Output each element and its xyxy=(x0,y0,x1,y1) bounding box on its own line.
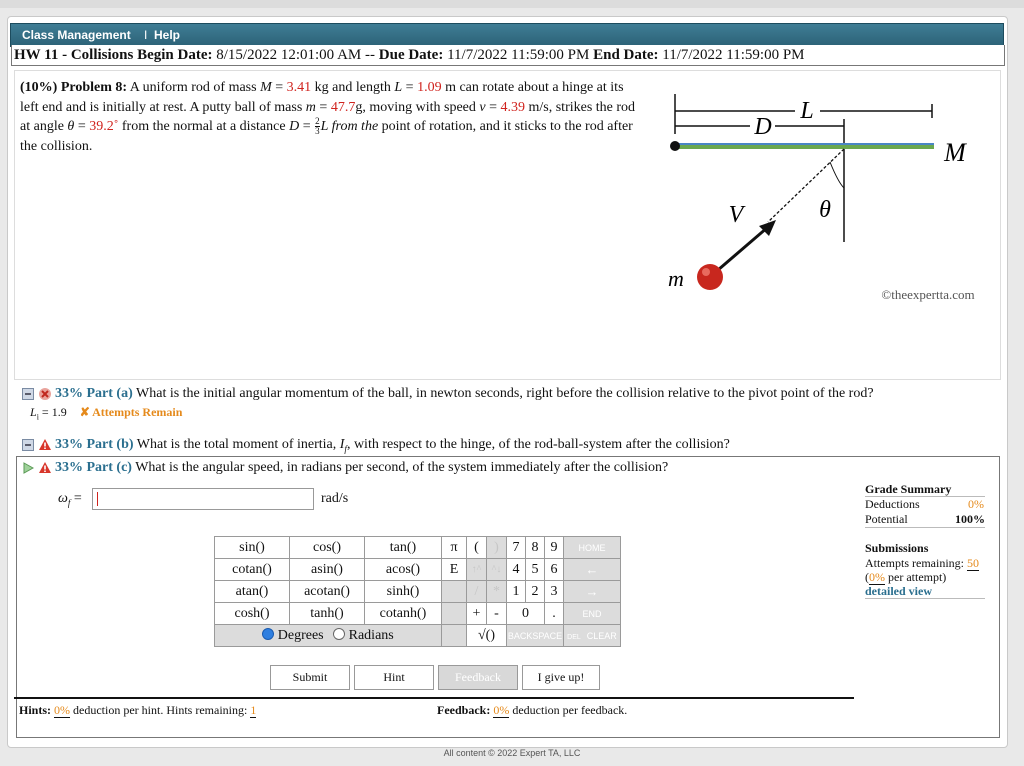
key-7[interactable]: 7 xyxy=(507,537,526,559)
answer-subscript: i xyxy=(36,412,39,422)
putty-ball xyxy=(697,264,723,290)
key-sqrt[interactable]: √() xyxy=(467,625,507,647)
hints-info xyxy=(19,703,256,718)
key-sinh[interactable]: sinh() xyxy=(365,581,442,603)
hint-button[interactable]: Hint xyxy=(354,665,434,690)
key-2[interactable]: 2 xyxy=(526,581,545,603)
paren-open: ( xyxy=(865,570,869,584)
key-tan[interactable]: tan() xyxy=(365,537,442,559)
hint-deduction: 0% xyxy=(54,703,71,717)
inertia-subscript: f xyxy=(344,443,347,454)
hints-divider xyxy=(14,697,854,699)
key-pi[interactable]: π xyxy=(442,537,467,559)
ball-mass-value: 47.7 xyxy=(330,99,356,115)
per-attempt-text: per attempt) xyxy=(888,570,947,584)
omega-subscript: f xyxy=(67,497,71,508)
problem-weight: (10%) xyxy=(20,80,58,95)
key-0[interactable]: 0 xyxy=(507,603,545,625)
part-b-row[interactable] xyxy=(22,437,730,454)
key-open-paren[interactable]: ( xyxy=(467,537,487,559)
key-left-arrow[interactable]: ← xyxy=(564,559,621,581)
problem-text: hinge at its left end and is initially at rest. A putty ball of mass xyxy=(20,80,624,115)
key-dot[interactable]: . xyxy=(545,603,564,625)
eq-sign: = xyxy=(405,80,414,95)
angle-value: 39.2˚ xyxy=(89,119,119,134)
angle-arc xyxy=(830,162,844,188)
eq-sign: = xyxy=(489,99,497,115)
part-a-label: Part (a) xyxy=(86,386,133,401)
submit-button[interactable]: Submit xyxy=(270,665,350,690)
calculator-keypad xyxy=(214,536,621,647)
rod-length-value: 1.09 xyxy=(417,80,442,95)
speed-value: 4.39 xyxy=(500,99,525,115)
problem-text: L from the xyxy=(320,119,379,134)
part-b-question-end: , with respect to the hinge, of the rod-ball-system after the collision? xyxy=(346,437,730,452)
feedback-info xyxy=(437,703,627,718)
eq-sign: = xyxy=(275,80,284,95)
help-link[interactable]: Help xyxy=(154,28,181,42)
frac-num: 2 xyxy=(315,116,320,127)
omega-symbol: ω xyxy=(58,491,68,506)
key-up-caret[interactable]: ↑^ xyxy=(467,559,487,581)
answer-input[interactable] xyxy=(92,488,314,510)
eq-sign: = xyxy=(73,491,82,506)
fraction-two-thirds xyxy=(315,117,320,136)
part-b-weight: 33% xyxy=(55,437,83,452)
top-strip xyxy=(0,0,1024,8)
problem-text: A uniform rod of mass xyxy=(129,80,257,95)
key-asin[interactable]: asin() xyxy=(290,559,365,581)
problem-text: kg and length xyxy=(314,80,391,95)
hw-name: HW 11 - Collisions xyxy=(14,47,134,63)
collapse-icon[interactable] xyxy=(22,388,34,400)
velocity-arrow xyxy=(718,227,768,270)
key-atan[interactable]: atan() xyxy=(215,581,290,603)
answer-symbol: L xyxy=(30,405,37,419)
key-plus[interactable]: + xyxy=(467,603,487,625)
grade-summary-title: Grade Summary xyxy=(865,482,952,496)
date-dash: -- xyxy=(365,47,376,63)
key-4[interactable]: 4 xyxy=(507,559,526,581)
unit-label: rad/s xyxy=(321,491,349,506)
potential-value: 100% xyxy=(955,512,985,526)
grade-rule-bottom xyxy=(865,527,985,528)
key-cotanh[interactable]: cotanh() xyxy=(365,603,442,625)
hints-text: deduction per hint. Hints remaining: xyxy=(73,703,248,717)
var-D: D xyxy=(289,119,300,134)
degrees-label[interactable]: Degrees xyxy=(277,627,324,643)
ball-highlight xyxy=(702,268,710,276)
nav-bar xyxy=(10,23,1004,47)
eq-sign: = xyxy=(319,99,328,115)
hinge-dot xyxy=(670,141,680,151)
radians-label[interactable]: Radians xyxy=(348,627,394,643)
due-date: 11/7/2022 11:59:00 PM xyxy=(447,47,590,63)
feedback-text: deduction per feedback. xyxy=(512,703,628,717)
warning-icon xyxy=(38,461,52,474)
end-date-label: End Date: xyxy=(593,47,659,63)
end-date: 11/7/2022 11:59:00 PM xyxy=(662,47,805,63)
key-minus[interactable]: - xyxy=(487,603,507,625)
key-6[interactable]: 6 xyxy=(545,559,564,581)
part-a-answer-row xyxy=(30,405,182,421)
key-blank xyxy=(442,603,467,625)
key-E[interactable]: E xyxy=(442,559,467,581)
key-del[interactable]: DEL xyxy=(567,633,581,641)
give-up-button[interactable]: I give up! xyxy=(522,665,600,690)
problem-text: m can rotate about a xyxy=(445,80,559,95)
attempts-row xyxy=(865,556,979,571)
key-3[interactable]: 3 xyxy=(545,581,564,603)
theta-label: θ xyxy=(819,197,831,223)
feedback-label: Feedback: xyxy=(437,703,491,717)
part-c-weight: 33% xyxy=(55,460,83,475)
potential-label: Potential xyxy=(865,512,908,526)
var-v: v xyxy=(479,99,486,115)
key-blank xyxy=(442,625,467,647)
key-backspace[interactable]: BACKSPACE xyxy=(507,625,564,647)
footer-copyright: All content © 2022 Expert TA, LLC xyxy=(443,748,581,758)
key-multiply[interactable]: * xyxy=(487,581,507,603)
feedback-button[interactable]: Feedback xyxy=(438,665,518,690)
warning-icon xyxy=(38,438,52,451)
begin-date: 8/15/2022 12:01:00 AM xyxy=(216,47,362,63)
var-L: L xyxy=(394,80,403,95)
part-b-label: Part (b) xyxy=(86,437,134,452)
var-M: M xyxy=(260,80,272,95)
radians-radio[interactable] xyxy=(333,628,345,640)
key-divide[interactable]: / xyxy=(467,581,487,603)
M-label: M xyxy=(944,138,966,167)
key-1[interactable]: 1 xyxy=(507,581,526,603)
key-acotan[interactable]: acotan() xyxy=(290,581,365,603)
key-acos[interactable]: acos() xyxy=(365,559,442,581)
collapse-icon[interactable] xyxy=(22,439,34,451)
key-cosh[interactable]: cosh() xyxy=(215,603,290,625)
expand-arrow-icon[interactable] xyxy=(22,462,34,474)
deductions-value: 0% xyxy=(968,497,984,511)
var-m: m xyxy=(305,99,316,115)
inertia-symbol: I xyxy=(339,437,345,452)
diagram-copyright: ©theexpertta.com xyxy=(881,287,975,302)
part-a-weight: 33% xyxy=(55,386,83,401)
key-blank xyxy=(442,581,467,603)
part-a-question: What is the initial angular momentum of the ball, in newton seconds, right before the collision relative to the pivot point of the rod? xyxy=(136,386,874,401)
part-c-label: Part (c) xyxy=(86,460,132,475)
problem-text: from the normal at a distance xyxy=(121,119,286,134)
omega-label xyxy=(58,491,82,508)
assignment-header xyxy=(11,45,1005,66)
rod-mass-value: 3.41 xyxy=(286,80,312,95)
deductions-label: Deductions xyxy=(865,497,920,511)
key-8[interactable]: 8 xyxy=(526,537,545,559)
D-label: D xyxy=(754,114,772,140)
feedback-deduction: 0% xyxy=(493,703,510,717)
part-b-question: What is the total moment of inertia, xyxy=(136,437,337,452)
key-clear[interactable]: CLEAR xyxy=(586,630,617,641)
detailed-view-link[interactable]: detailed view xyxy=(865,584,932,598)
part-a-previous-answer: = 1.9 xyxy=(41,405,67,419)
text-caret xyxy=(97,492,98,506)
problem-text: m/s, strikes the rod at angle xyxy=(20,99,636,134)
per-attempt-deduction: 0% xyxy=(869,570,885,584)
problem-label: Problem 8: xyxy=(60,80,128,95)
key-cotan[interactable]: cotan() xyxy=(215,559,290,581)
part-a-row[interactable] xyxy=(22,386,874,402)
key-home[interactable]: HOME xyxy=(564,537,621,559)
hints-remaining: 1 xyxy=(250,703,257,717)
eq-sign: = xyxy=(302,119,311,134)
V-label: V xyxy=(728,202,744,228)
incorrect-x-icon xyxy=(38,387,52,401)
key-right-arrow[interactable]: → xyxy=(564,581,621,603)
problem-text: point of rotation, and it sticks to the rod after the collision. xyxy=(20,119,633,154)
trajectory-dashed xyxy=(768,149,844,222)
attempts-label: Attempts remaining: xyxy=(865,556,964,570)
part-c-row[interactable] xyxy=(22,460,668,476)
L-label: L xyxy=(800,98,814,124)
begin-date-label: Begin Date: xyxy=(137,47,213,63)
due-date-label: Due Date: xyxy=(378,47,444,63)
hints-label: Hints: xyxy=(19,703,52,717)
key-5[interactable]: 5 xyxy=(526,559,545,581)
attempts-remaining: 50 xyxy=(966,556,979,570)
frac-den: 3 xyxy=(315,126,320,137)
problem-text: g, moving with speed xyxy=(355,99,476,115)
attempts-remain-status: ✘ Attempts Remain xyxy=(79,405,183,419)
key-9[interactable]: 9 xyxy=(545,537,564,559)
degrees-radio[interactable] xyxy=(262,628,274,640)
key-tanh[interactable]: tanh() xyxy=(290,603,365,625)
angle-mode-group xyxy=(215,625,442,647)
rod-top-edge xyxy=(678,143,934,145)
per-attempt-row xyxy=(865,570,946,585)
key-sin[interactable]: sin() xyxy=(215,537,290,559)
eq-sign: = xyxy=(77,119,86,134)
submissions-rule xyxy=(865,598,985,599)
part-c-question: What is the angular speed, in radians per second, of the system immediately after the collision? xyxy=(135,460,669,475)
key-clear-group xyxy=(564,625,621,647)
class-management-link[interactable]: Class Management xyxy=(22,28,131,42)
key-end[interactable]: END xyxy=(564,603,621,625)
key-cos[interactable]: cos() xyxy=(290,537,365,559)
var-theta: θ xyxy=(67,119,75,134)
problem-statement xyxy=(20,78,645,156)
submissions-title: Submissions xyxy=(865,541,929,555)
key-close-paren[interactable]: ) xyxy=(487,537,507,559)
key-down-caret[interactable]: ^↓ xyxy=(487,559,507,581)
nav-separator: I xyxy=(144,28,148,42)
physics-diagram xyxy=(660,82,995,302)
m-label: m xyxy=(668,266,684,291)
